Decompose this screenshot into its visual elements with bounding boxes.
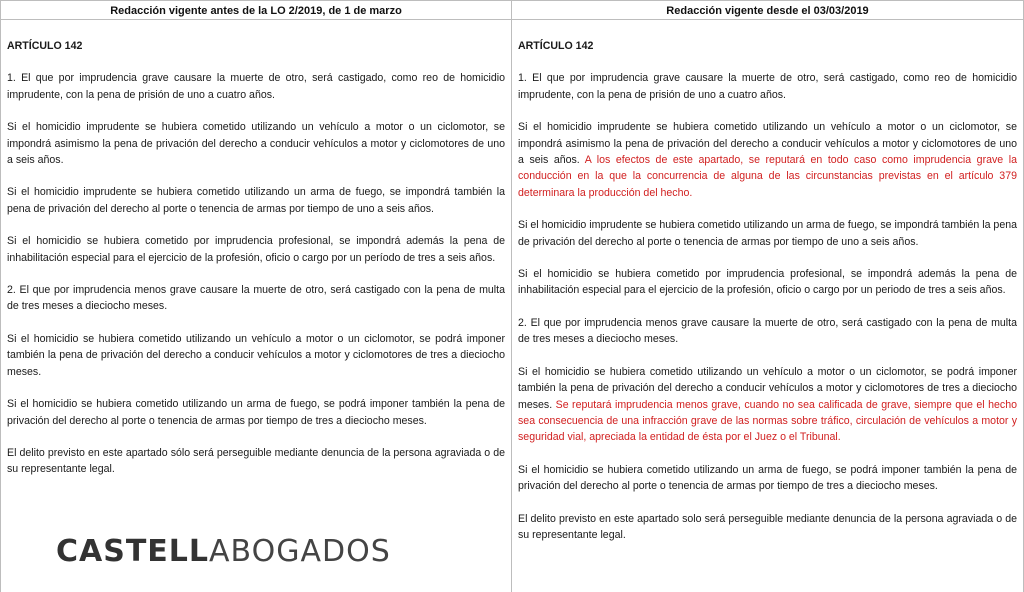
header-after: Redacción vigente desde el 03/03/2019 bbox=[512, 0, 1023, 20]
paragraph: Si el homicidio imprudente se hubiera cometido utilizando un vehículo a motor o un ciclomotor, se impondrá asimismo la pena de privación del derecho a conducir vehículos a motor y ciclomotores de uno a seis años. bbox=[7, 121, 505, 167]
paragraph: Si el homicidio se hubiera cometido utilizando un arma de fuego, se podrá imponer también la pena de privación del derecho al porte o tenencia de armas por tiempo de tres a dieciocho meses. bbox=[7, 398, 505, 427]
paragraph: 1. El que por imprudencia grave causare la muerte de otro, será castigado, como reo de homicidio imprudente, con la pena de prisión de uno a cuatro años. bbox=[7, 72, 505, 101]
article-title: ARTÍCULO 142 bbox=[7, 40, 83, 52]
logo-bold: CASTELL bbox=[56, 534, 210, 569]
amendment-text: A los efectos de este apartado, se reputará en todo caso como imprudencia grave la conducción en la que la concurrencia de alguna de las circunstancias previstas en el artículo 379 determinara la producción del hecho. bbox=[518, 154, 1017, 199]
castell-abogados-logo bbox=[56, 534, 391, 569]
paragraph: 2. El que por imprudencia menos grave causare la muerte de otro, será castigado con la pena de multa de tres meses a dieciocho meses. bbox=[7, 284, 505, 313]
paragraph-text: Si el homicidio se hubiera cometido utilizando un vehículo a motor o un ciclomotor, se podrá imponer también la pena de privación del derecho a conducir vehículos a motor y ciclomotores de tres a dieciocho meses. bbox=[518, 365, 1017, 411]
paragraph: 2. El que por imprudencia menos grave causare la muerte de otro, será castigado con la pena de multa de tres meses a dieciocho meses. bbox=[518, 316, 1017, 346]
text-before bbox=[1, 20, 511, 478]
paragraph: El delito previsto en este apartado sólo será perseguible mediante denuncia de la persona agraviada o de su representante legal. bbox=[7, 446, 505, 476]
paragraph: Si el homicidio se hubiera cometido utilizando un arma de fuego, se podrá imponer también la pena de privación del derecho al porte o tenencia de armas por tiempo de tres a dieciocho meses. bbox=[518, 463, 1017, 493]
paragraph bbox=[518, 364, 1017, 446]
logo-light: ABOGADOS bbox=[209, 534, 391, 569]
column-before bbox=[1, 0, 512, 592]
paragraph: Si el homicidio imprudente se hubiera cometido utilizando un arma de fuego, se impondrá también la pena de privación del derecho al porte o tenencia de armas por tiempo de uno a seis años. bbox=[518, 219, 1017, 248]
paragraph: Si el homicidio se hubiera cometido utilizando un vehículo a motor o un ciclomotor, se podrá imponer también la pena de privación del derecho a conducir vehículos a motor y ciclomotores de tres a dieciocho meses. bbox=[7, 332, 505, 378]
paragraph-text: Si el homicidio imprudente se hubiera cometido utilizando un vehículo a motor o un ciclomotor, se impondrá asimismo la pena de privación del derecho a conducir vehículos a motor y ciclomotores de uno a seis años. bbox=[518, 121, 1017, 167]
column-after bbox=[512, 0, 1024, 592]
paragraph bbox=[518, 119, 1017, 201]
amendment-text: Se reputará imprudencia menos grave, cuando no sea calificada de grave, siempre que el hecho sea consecuencia de una infracción grave de las normas sobre tráfico, circulación de vehículos a motor y seguridad vial, apreciada la entidad de ésta por el Juez o el Tribunal. bbox=[518, 398, 1017, 444]
paragraph: Si el homicidio imprudente se hubiera cometido utilizando un arma de fuego, se impondrá también la pena de privación del derecho al porte o tenencia de armas por tiempo de uno a seis años. bbox=[7, 186, 505, 215]
paragraph: Si el homicidio se hubiera cometido por imprudencia profesional, se impondrá además la pena de inhabilitación especial para el ejercicio de la profesión, oficio o cargo por un periodo de tres a seis años. bbox=[518, 268, 1017, 297]
text-after bbox=[512, 20, 1023, 543]
paragraph: 1. El que por imprudencia grave causare la muerte de otro, será castigado, como reo de homicidio imprudente, con la pena de prisión de uno a cuatro años. bbox=[518, 72, 1017, 101]
header-before: Redacción vigente antes de la LO 2/2019, de 1 de marzo bbox=[1, 0, 511, 20]
article-title: ARTÍCULO 142 bbox=[518, 40, 594, 52]
paragraph: El delito previsto en este apartado solo será perseguible mediante denuncia de la persona agraviada o de su representante legal. bbox=[518, 512, 1017, 541]
paragraph: Si el homicidio se hubiera cometido por imprudencia profesional, se impondrá además la pena de inhabilitación especial para el ejercicio de la profesión, oficio o cargo por un período de tres a seis años. bbox=[7, 235, 505, 264]
